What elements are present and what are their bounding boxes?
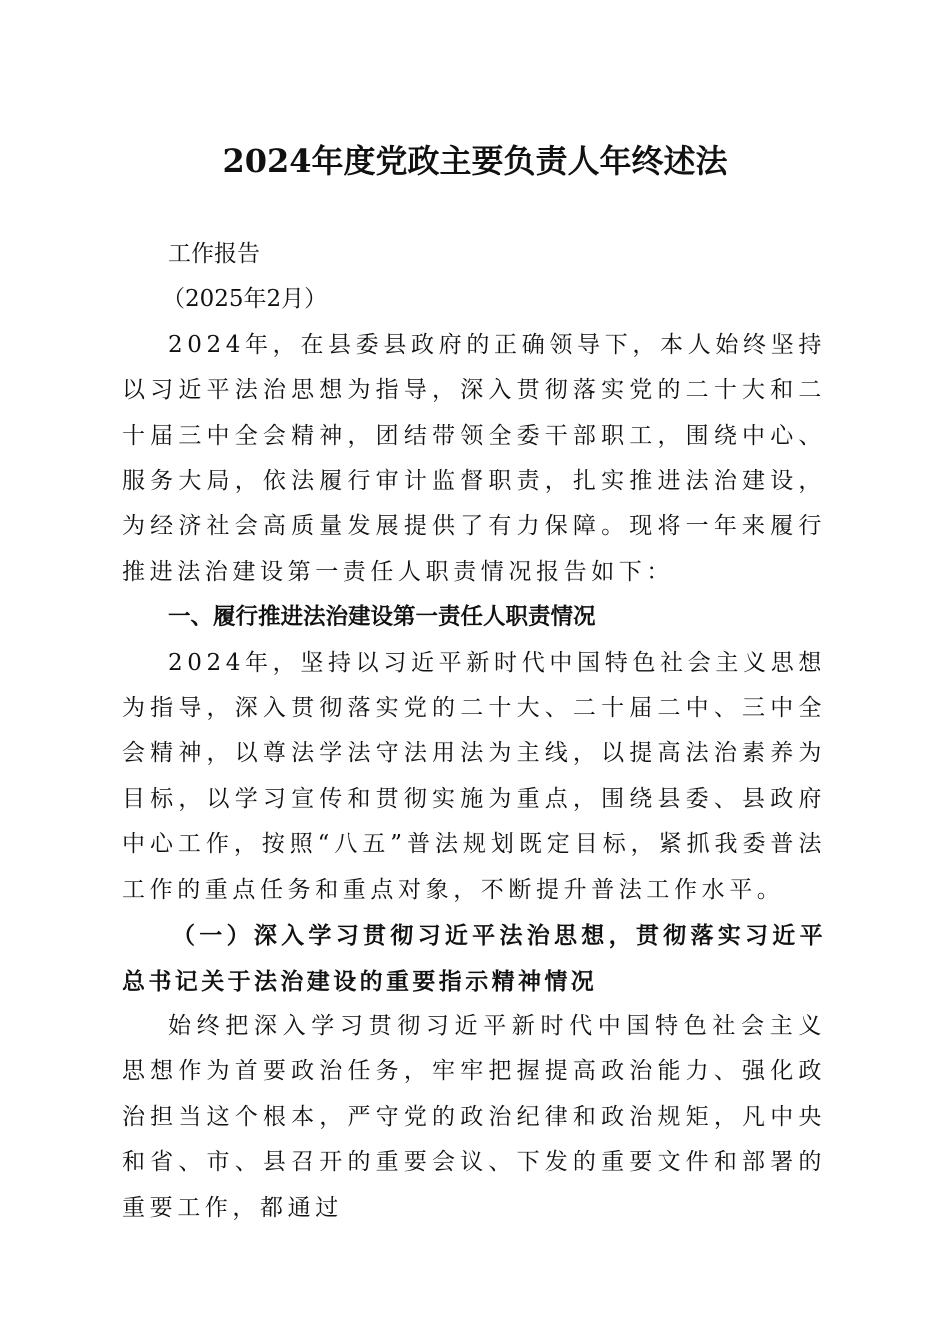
- report-date: （2025年2月）: [162, 286, 328, 313]
- subsection-1-heading: （一）深入学习贯彻习近平法治思想，贯彻落实习近平总书记关于法治建设的重要指示精神情况: [122, 922, 826, 995]
- section-1-paragraph: 2024年，坚持以习近平新时代中国特色社会主义思想为指导，深入贯彻落实党的二十大、二十届二中、三中全会精神，以尊法学法守法用法为主线，以提高法治素养为目标，以学习宣传和贯彻实施为重点，围绕县委、县政府中心工作，按照“八五”普法规划既定目标，紧抓我委普法工作的重点任务和重点对象，不断提升普法工作水平。: [122, 649, 826, 903]
- subsection-1-paragraph: 始终把深入学习贯彻习近平新时代中国特色社会主义思想作为首要政治任务，牢牢把握提高政治能力、强化政治担当这个根本，严守党的政治纪律和政治规矩，凡中央和省、市、县召开的重要会议、下发的重要文件和部署的重要工作，都通过: [122, 1012, 826, 1221]
- intro-paragraph: 2024年，在县委县政府的正确领导下，本人始终坚持以习近平法治思想为指导，深入贯彻落实党的二十大和二十届三中全会精神，团结带领全委干部职工，围绕中心、服务大局，依法履行审计监督职责，扎实推进法治建设，为经济社会高质量发展提供了有力保障。现将一年来履行推进法治建设第一责任人职责情况报告如下：: [122, 331, 826, 585]
- document-title: 2024年度党政主要负责人年终述法: [222, 142, 728, 180]
- document-body: [122, 232, 826, 1231]
- section-1-heading: 一、履行推进法治建设第一责任人职责情况: [168, 604, 596, 631]
- report-subtitle: 工作报告: [168, 241, 260, 267]
